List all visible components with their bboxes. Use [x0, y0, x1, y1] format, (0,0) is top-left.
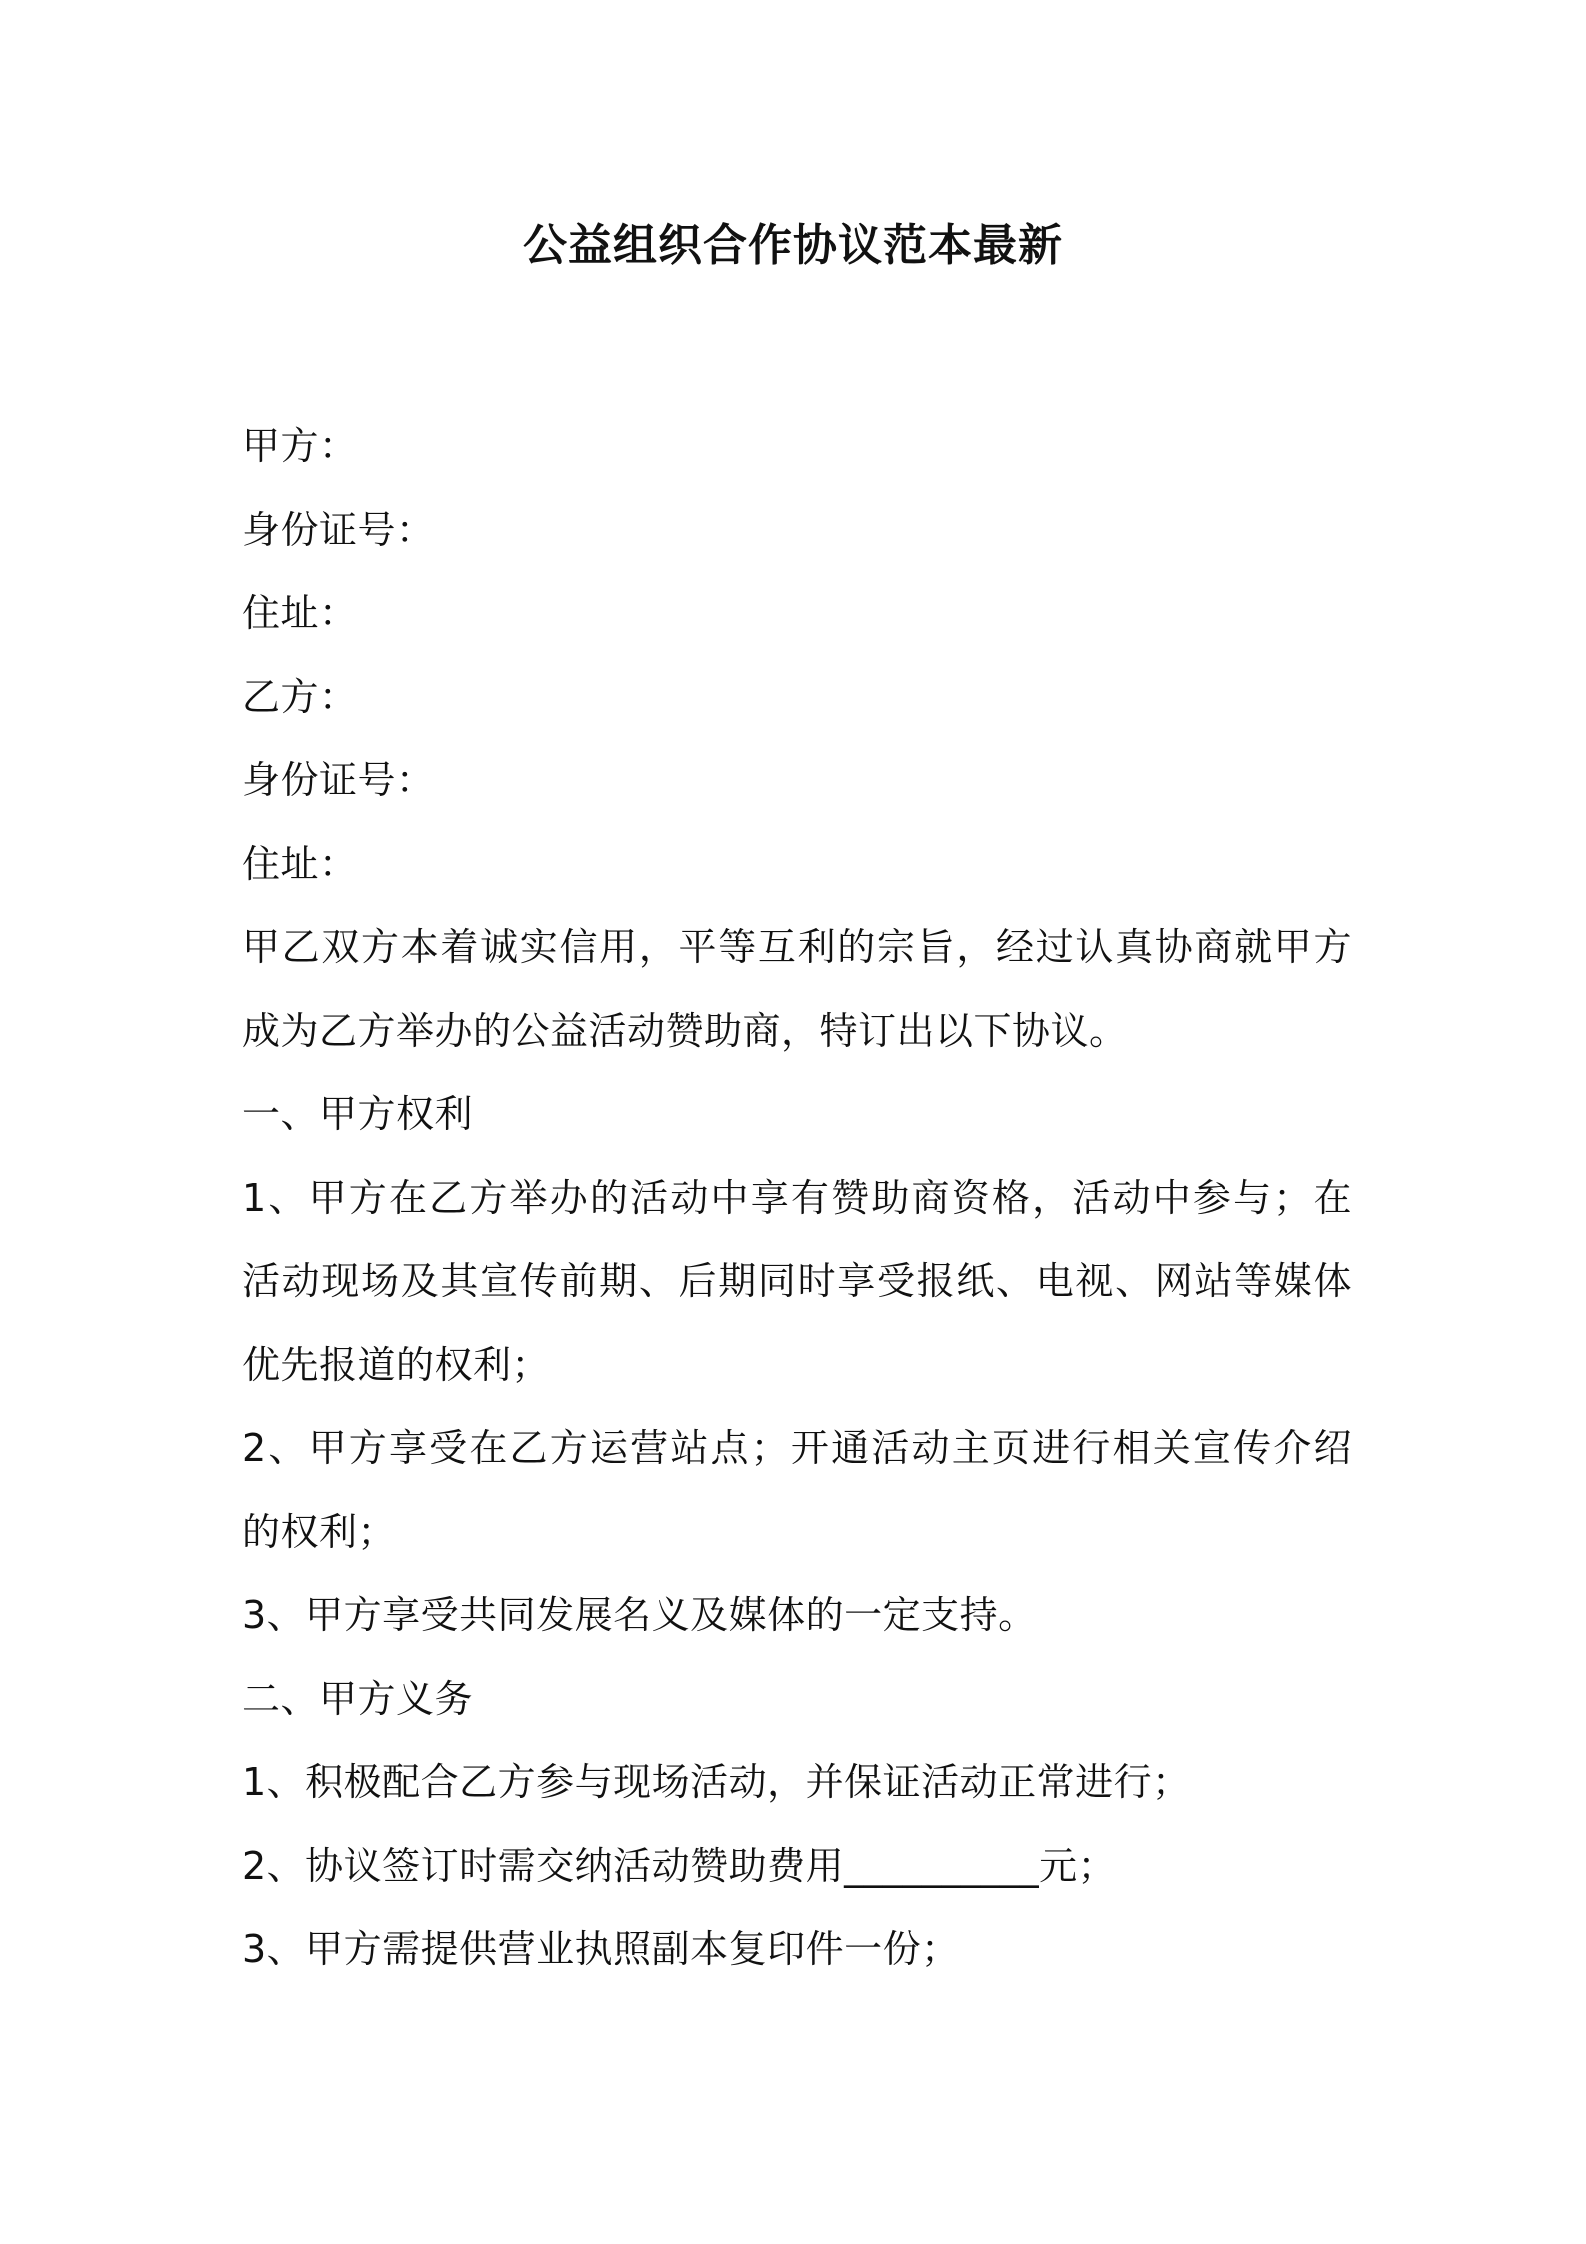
party-a-id-label: 身份证号： [242, 507, 435, 552]
party-a-label: 甲方： [242, 424, 358, 468]
intro-paragraph-line: 甲乙双方本着诚实信用，平等互利的宗旨，经过认真协商就甲方 [242, 925, 1352, 969]
section-heading-rights: 一、甲方权利 [242, 1092, 474, 1136]
party-b-label: 乙方： [242, 674, 358, 719]
rights-item-1-line: 优先报道的权利； [242, 1342, 551, 1387]
intro-paragraph-line: 成为乙方举办的公益活动赞助商，特订出以下协议。 [242, 1008, 1128, 1053]
rights-item-3: 3、甲方享受共同发展名义及媒体的一定支持。 [242, 1593, 1037, 1637]
rights-item-1-line: 活动现场及其宣传前期、后期同时享受报纸、电视、网站等媒体 [242, 1259, 1352, 1303]
obligations-item-1: 1、积极配合乙方参与现场活动，并保证活动正常进行； [242, 1760, 1191, 1804]
rights-item-2-line: 2、甲方享受在乙方运营站点；开通活动主页进行相关宣传介绍 [242, 1426, 1352, 1470]
document-body [242, 405, 1352, 1992]
rights-item-1-line: 1、甲方在乙方举办的活动中享有赞助商资格，活动中参与；在 [242, 1175, 1352, 1220]
party-b-address-label: 住址： [242, 841, 358, 886]
party-a-address-label: 住址： [242, 591, 358, 635]
obligations-item-3: 3、甲方需提供营业执照副本复印件一份； [242, 1927, 960, 1971]
section-heading-obligations: 二、甲方义务 [242, 1676, 474, 1721]
rights-item-2-line: 的权利； [242, 1509, 397, 1554]
obligations-item-2: 2、协议签订时需交纳活动赞助费用__________元； [242, 1843, 1117, 1888]
document-title: 公益组织合作协议范本最新 [523, 220, 1063, 271]
party-b-id-label: 身份证号： [242, 758, 435, 802]
